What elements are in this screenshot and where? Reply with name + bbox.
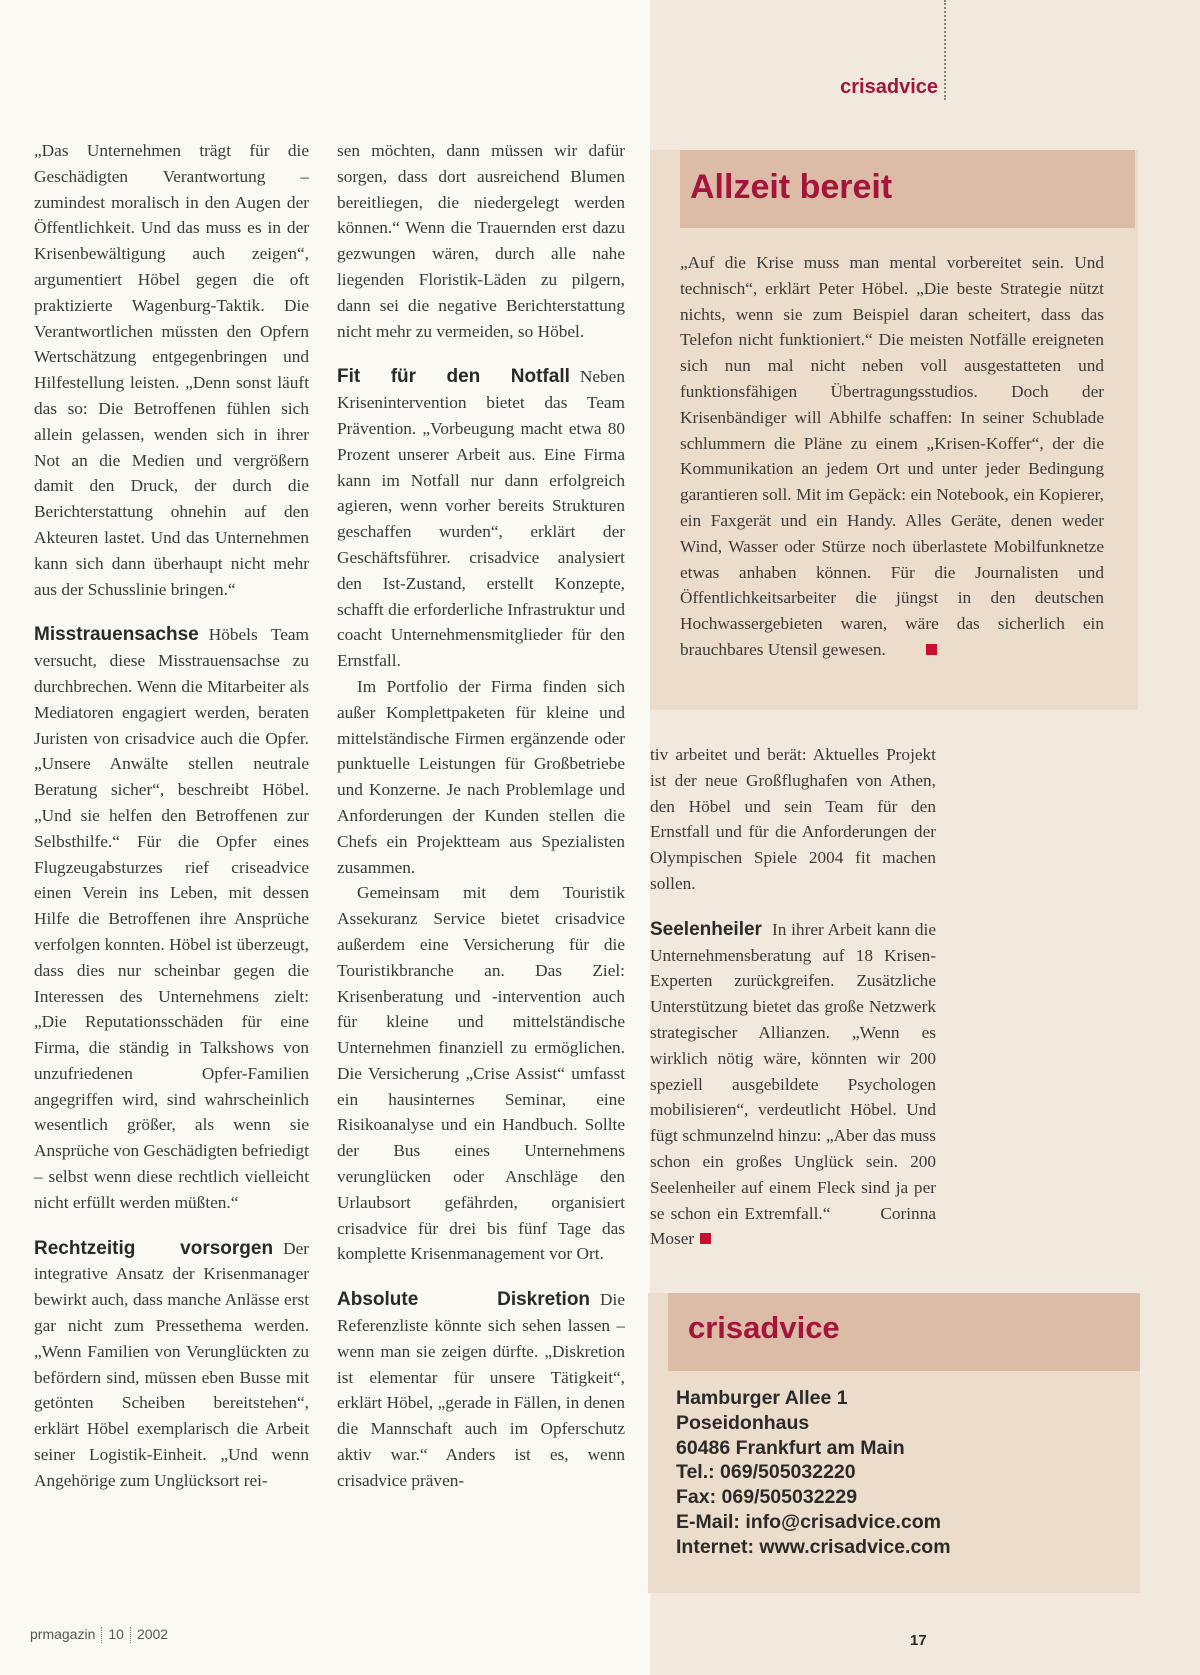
- contact-email: E-Mail: info@crisadvice.com: [676, 1510, 942, 1533]
- paragraph: Höbels Team versucht, diese Misstrauensachse zu durchbrechen. Wenn die Mitarbeiter als Mediatoren engagiert werden, beraten Juristen von crisadvice auch die Opfer. „Unsere Anwälte stellen neutrale Beratung sicher“, beschreibt Höbel. „Und sie helfen den Betroffenen zur Selbsthilfe.“ Für die Opfer eines Flugzeugabsturzes rief criseadvice einen Verein ins Leben, mit dessen Hilfe die Betroffenen ihre Ansprüche verfolgen konnten. Höbel ist überzeugt, dass dies nur scheinbar gegen die Interessen des Unternehmens zielt: „Die Reputationsschäden für eine Firma, die ständig in Talkshows von unzufriedenen Opfer-Familien angegriffen wird, sind wahrscheinlich wesentlich größer, als wenn sie Ansprüche von Geschädigten befriedigt – selbst wenn diese rechtlich vielleicht nicht erfüllt werden müßten.“: [34, 625, 309, 1212]
- magazine-name: prmagazin: [30, 1626, 96, 1642]
- paragraph: „Das Unternehmen trägt für die Geschädigten Verantwortung – zumindest moralisch in den Augen der Öffentlichkeit. Und das muss es in der Krisenbewältigung auch zeigen“, argumentiert Höbel gegen die oft praktizierte Wagenburg-Taktik. Die Verantwortlichen müssten den Opfern Wertschätzung entgegenbringen und Hilfestellung leisten. „Denn sonst läuft das so: Die Betroffenen fühlen sich allein gelassen, wenden sich in ihrer Not an die Medien und vergrößern damit den Druck, der durch die Berichterstattung ohnehin auf den Akteuren lastet. Und das Unternehmen kann sich dann überhaupt nicht mehr aus der Schusslinie bringen.“: [34, 141, 309, 599]
- issue-year: 2002: [136, 1626, 169, 1642]
- subheading: Misstrauensachse: [34, 624, 199, 646]
- section-absolute-diskretion: [337, 1287, 625, 1493]
- contact-phone: Tel.: 069/505032220: [676, 1461, 856, 1484]
- issue-number: 10: [108, 1626, 124, 1642]
- paragraph: Die Referenzliste könnte sich sehen lassen – wenn man sie zeigen dürfte. „Diskretion ist elementar für unsere Tätigkeit“, erklärt Höbel, „gerade in Fällen, in denen die Mannschaft auch im Opferschutz aktiv war.“ Anders ist es, wenn crisadvice präven-: [337, 1290, 625, 1490]
- paragraph: Im Portfolio der Firma finden sich außer Komplettpaketen für kleine und mittelständische Firmen ergänzende oder punktuelle Leistungen für Großbetriebe und Konzerne. Je nach Problemlage und Anforderungen der Kunden stellen die Chefs ein Projektteam aus Spezialisten zusammen.: [337, 676, 625, 877]
- contact-fax: Fax: 069/505032229: [676, 1486, 858, 1509]
- subheading: Seelenheiler: [650, 918, 762, 940]
- section-seelenheiler: [650, 917, 936, 1252]
- contact-building: Poseidonhaus: [676, 1411, 810, 1434]
- paragraph: Der integrative Ansatz der Krisenmanager bewirkt auch, dass manche Anlässe erst gar nicht zum Pressethema werden. „Wenn Familien von Verunglückten zu befördern sind, müssen eben Busse mit getönten Scheiben bereitstehen“, erklärt Höbel exemplarisch die Arbeit seiner Logistik-Einheit. „Und wenn Angehörige zum Unglücksort rei-: [34, 1238, 309, 1490]
- paragraph: Neben Krisenintervention bietet das Team Prävention. „Vorbeugung macht etwa 80 Prozent unserer Arbeit aus. Eine Firma kann im Notfall nur dann erfolgreich agieren, wenn vorher bereits Strukturen geschaffen wurden“, erklärt der Geschäftsführer. crisadvice analysiert den Ist-Zustand, erstellt Konzepte, schafft die erforderliche Infrastruktur und coacht Unternehmensmitglieder für den Ernstfall.: [337, 367, 625, 671]
- dotted-separator: [130, 1627, 131, 1643]
- sidebar-text: [680, 250, 1104, 663]
- paragraph: sen möchten, dann müssen wir dafür sorgen, dass dort ausreichend Blumen bereitliegen, die niedergelegt werden können.“ Wenn die Trauernden erst dazu gezwungen wären, durch alle nahe liegenden Floristik-Läden zu pilgern, dann sei die negative Berichterstattung nicht mehr zu vermeiden, so Höbel.: [337, 141, 625, 341]
- end-marker-icon: [700, 1233, 711, 1244]
- contact-city: 60486 Frankfurt am Main: [676, 1436, 905, 1459]
- section-label: crisadvice: [840, 76, 938, 98]
- paragraph: Gemeinsam mit dem Touristik Assekuranz Service bietet crisadvice außerdem eine Versicherung für die Touristikbranche an. Das Ziel: Krisenberatung und -intervention auch für kleine und mittelständische Unternehmen finanziell zu ermöglichen. Die Versicherung „Crise Assist“ umfasst ein hausinternes Seminar, eine Risikoanalyse und ein Handbuch. Sollte der Bus eines Unternehmens verunglücken oder Anschläge den Urlaubsort gefährden, organisiert crisadvice für drei bis fünf Tage das komplette Krisenmanagement vor Ort.: [337, 883, 625, 1264]
- contact-website: Internet: www.crisadvice.com: [676, 1535, 951, 1558]
- author-name: Corinna Moser: [650, 1203, 937, 1249]
- contact-details: [676, 1386, 951, 1560]
- subheading: Fit für den Notfall: [337, 366, 570, 388]
- contact-title: crisadvice: [688, 1310, 840, 1345]
- dotted-separator: [101, 1627, 102, 1643]
- article-column-3: [650, 742, 936, 1252]
- section-fit-fuer-den-notfall: [337, 364, 625, 1267]
- page-number: 17: [910, 1632, 927, 1649]
- paragraph: „Auf die Krise muss man mental vorbereitet sein. Und technisch“, erklärt Peter Höbel. „Die beste Strategie nützt nichts, wenn sie zum Beispiel daran scheitert, dass das Telefon nicht funktioniert.“ Die meisten Notfälle ereigneten sich nun mal nicht neben voll ausgestatteten und funktionsfähigen Übertragungsstudios. Doch der Krisenbändiger will Abhilfe schaffen: In seiner Schublade schlummern die Pläne zu einem „Krisen-Koffer“, der die Kommunikation an jedem Ort und unter jeder Bedingung garantieren soll. Mit im Gepäck: ein Notebook, ein Kopierer, ein Faxgerät und ein Handy. Alles Geräte, denen weder Wind, Wasser oder Stürze noch überlastete Mobilfunknetze etwas anhaben können. Für die Journalisten und Öffentlichkeitsarbeiter die jüngst in den deutschen Hochwassergebieten waren, wäre das sicherlich ein brauchbares Utensil gewesen.: [680, 253, 1104, 659]
- article-column-1: [34, 138, 309, 1494]
- section-rechtzeitig-vorsorgen: [34, 1236, 309, 1494]
- footer-issue: [30, 1626, 168, 1643]
- sidebar-title: Allzeit bereit: [690, 168, 893, 206]
- subheading: Absolute Diskretion: [337, 1289, 591, 1311]
- section-misstrauensachse: [34, 622, 309, 1215]
- subheading: Rechtzeitig vorsorgen: [34, 1237, 274, 1259]
- contact-address: Hamburger Allee 1: [676, 1387, 848, 1409]
- paragraph: In ihrer Arbeit kann die Unternehmensberatung auf 18 Krisen-Experten zurückgreifen. Zusätzliche Unterstützung bietet das große Netzwerk strategischer Allianzen. „Wenn es wirklich nötig wäre, könnten wir 200 speziell ausgebildete Psychologen mobilisieren“, verdeutlicht Höbel. Und fügt schmunzelnd hinzu: „Aber das muss schon ein großes Unglück sein. 200 Seelenheiler auf einem Fleck sind ja per se schon ein Extremfall.“: [650, 919, 936, 1223]
- header-dotted-rule: [944, 0, 946, 100]
- paragraph: tiv arbeitet und berät: Aktuelles Projekt ist der neue Großflughafen von Athen, den Höbel und sein Team für den Ernstfall und für die Anforderungen der Olympischen Spiele 2004 fit machen sollen.: [650, 745, 936, 893]
- article-column-2: [337, 138, 625, 1494]
- end-marker-icon: [926, 644, 937, 655]
